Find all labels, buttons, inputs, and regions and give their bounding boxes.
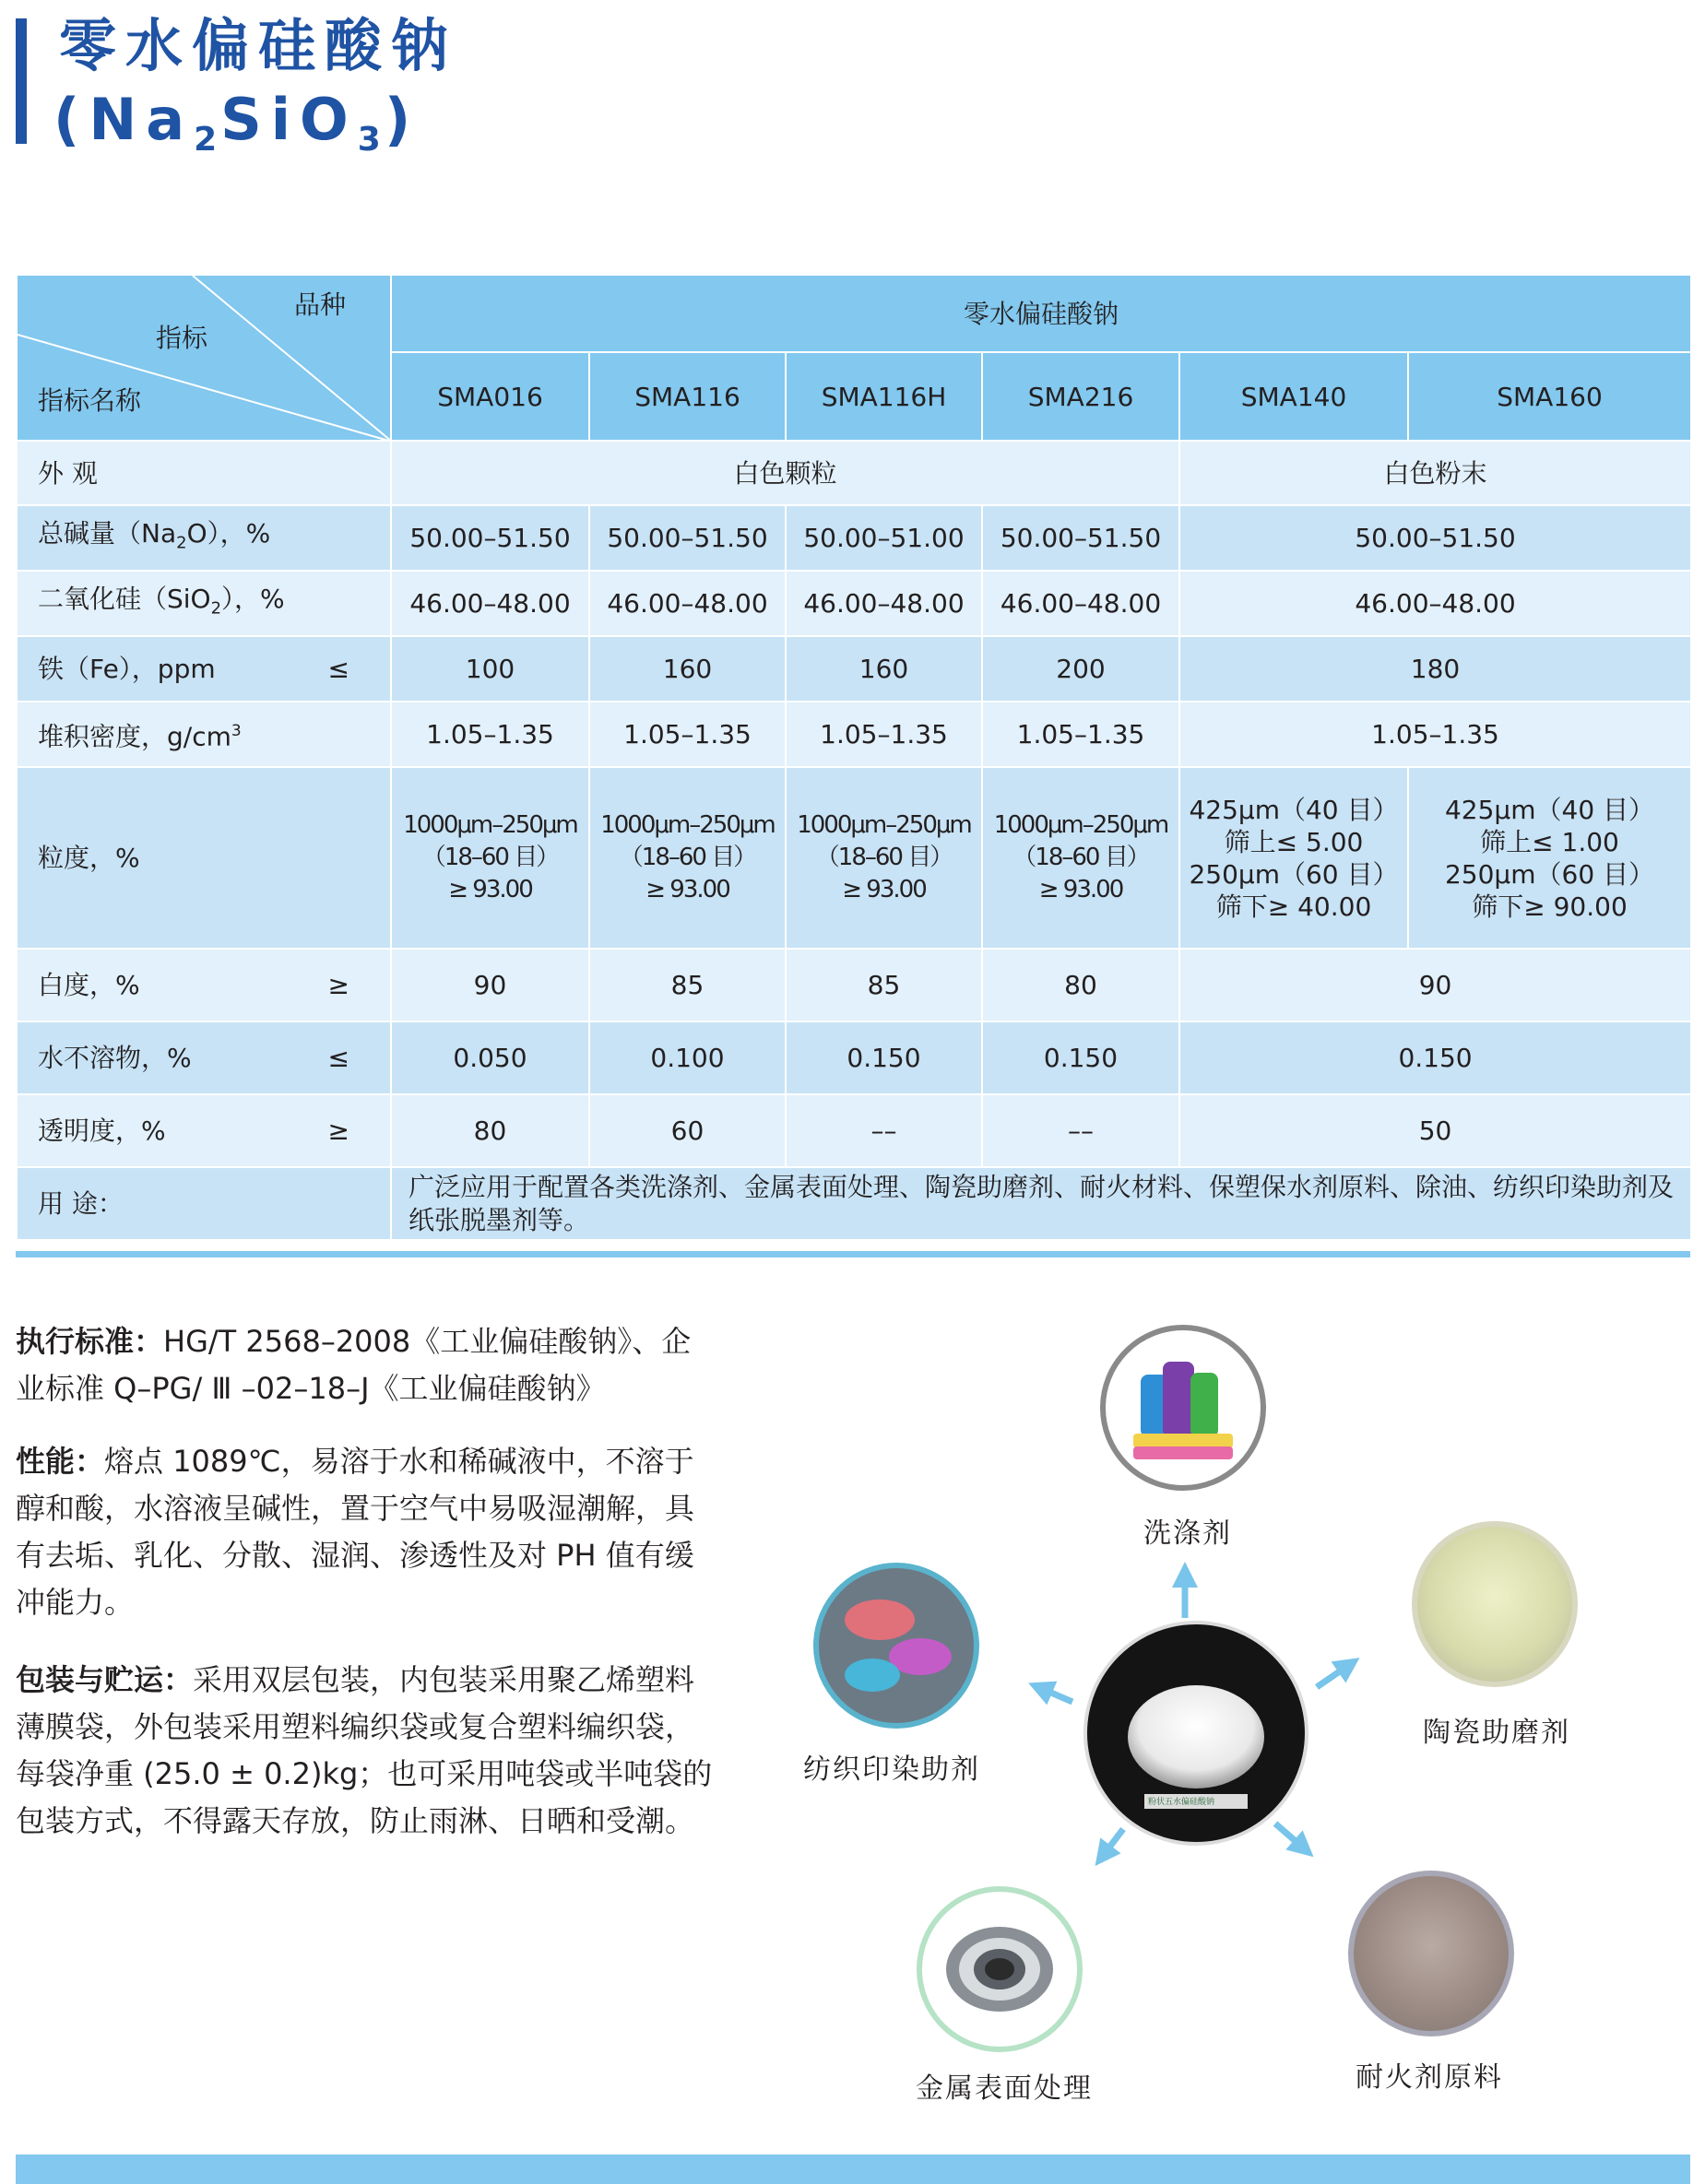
- model-sma140: SMA140: [1179, 352, 1408, 441]
- arrow-to-ceramic: [1317, 1665, 1349, 1687]
- metal-bearing-image: [917, 1886, 1083, 2052]
- value-appearance-granule: 白色颗粒: [391, 441, 1179, 505]
- table-cell: 0.100: [589, 1021, 786, 1094]
- table-cell: 425μm（40 目） 筛上≤ 1.00 250μm（60 目） 筛下≥ 90.00: [1408, 767, 1691, 949]
- corner-indicator-name-label: 指标名称: [38, 385, 142, 416]
- usage-text: 广泛应用于配置各类洗涤剂、金属表面处理、陶瓷助磨剂、耐火材料、保塑保水剂原料、除油、纺织印染助剂及纸张脱墨剂等。: [391, 1167, 1691, 1240]
- bearing-icon: [922, 1892, 1077, 2047]
- table-cell: 50.00–51.00: [786, 505, 982, 571]
- table-cell: 1000μm–250μm （18–60 目） ≥ 93.00: [982, 767, 1179, 949]
- packaging-heading: 包装与贮运：: [16, 1662, 194, 1697]
- title-accent-bar: [16, 18, 27, 144]
- row-usage: [17, 1167, 1691, 1240]
- detergent-image: [1100, 1325, 1266, 1491]
- product-header: 零水偏硅酸钠: [391, 275, 1691, 352]
- textile-dye-image: [813, 1563, 979, 1729]
- row-insoluble: [17, 1021, 1691, 1094]
- table-cell: ––: [982, 1094, 1179, 1167]
- table-cell: 0.150: [786, 1021, 982, 1094]
- property-text: 熔点 1089℃，易溶于水和稀碱液中，不溶于醇和酸，水溶液呈碱性，置于空气中易吸湿潮解，具有去垢、乳化、分散、湿润、渗透性及对 PH 值有缓冲能力。: [16, 1444, 695, 1620]
- table-cell: 1000μm–250μm （18–60 目） ≥ 93.00: [589, 767, 786, 949]
- table-cell: 46.00–48.00: [589, 571, 786, 636]
- table-cell: 80: [391, 1094, 589, 1167]
- label-silica: 二氧化硅（SiO$_2$），%: [17, 571, 391, 636]
- label-ceramic: 陶瓷助磨剂: [1423, 1717, 1570, 1749]
- paint-cans-icon: [819, 1568, 974, 1723]
- table-cell: 85: [589, 949, 786, 1021]
- label-usage: 用 途：: [17, 1167, 391, 1240]
- table-cell: 1.05–1.35: [391, 702, 589, 767]
- table-cell: 1000μm–250μm （18–60 目） ≥ 93.00: [391, 767, 589, 949]
- refractory-powder-image: [1348, 1871, 1514, 2036]
- table-cell: 160: [589, 636, 786, 702]
- row-iron: [17, 636, 1691, 702]
- table-cell: 0.150: [982, 1021, 1179, 1094]
- table-cell: 1000μm–250μm （18–60 目） ≥ 93.00: [786, 767, 982, 949]
- corner-variety-label: 品种: [294, 289, 347, 320]
- row-silica: [17, 571, 1691, 636]
- table-cell: 1.05–1.35: [589, 702, 786, 767]
- table-cell: 1.05–1.35: [786, 702, 982, 767]
- table-cell: 180: [1179, 636, 1691, 702]
- standard-text: HG/T 2568–2008《工业偏硅酸钠》、企业标准 Q–PG/ Ⅲ –02–18–J《工业偏硅酸钠》: [16, 1324, 692, 1406]
- label-total-alkali: 总碱量$(Na_2O)$，%: [17, 505, 391, 571]
- table-cell: 0.050: [391, 1021, 589, 1094]
- table-cell: 50.00–51.50: [589, 505, 786, 571]
- table-cell: 100: [391, 636, 589, 702]
- table-cell: 46.00–48.00: [391, 571, 589, 636]
- detergent-bottles-icon: [1106, 1330, 1261, 1485]
- label-particle-size: 粒度，%: [17, 767, 391, 949]
- table-cell: 50.00–51.50: [391, 505, 589, 571]
- standard-section: [16, 1318, 716, 1412]
- table-cell: 90: [1179, 949, 1691, 1021]
- table-cell: 50.00–51.50: [982, 505, 1179, 571]
- label-appearance: 外 观: [17, 441, 391, 505]
- row-particle-size: [17, 767, 1691, 949]
- table-cell: 90: [391, 949, 589, 1021]
- row-total-alkali: [17, 505, 1691, 571]
- label-whiteness: 白度，% ≥: [17, 949, 391, 1021]
- model-sma016: SMA016: [391, 352, 589, 441]
- model-sma116: SMA116: [589, 352, 786, 441]
- label-textile: 纺织印染助剂: [803, 1753, 980, 1786]
- label-refractory: 耐火剂原料: [1356, 2061, 1503, 2094]
- table-cell: 1.05–1.35: [982, 702, 1179, 767]
- table-cell: 85: [786, 949, 982, 1021]
- table-cell: 50.00–51.50: [1179, 505, 1691, 571]
- table-cell: 46.00–48.00: [982, 571, 1179, 636]
- corner-indicator-label: 指标: [156, 323, 208, 353]
- standard-heading: 执行标准：: [16, 1324, 164, 1359]
- arrow-to-textile: [1040, 1688, 1072, 1702]
- chemical-formula: $(Na_2SiO_3)$: [53, 86, 420, 159]
- ceramic-powder-image: [1412, 1521, 1578, 1687]
- table-cell: ––: [786, 1094, 982, 1167]
- table-cell: 46.00–48.00: [1179, 571, 1691, 636]
- table-cell: 160: [786, 636, 982, 702]
- table-corner-header: [17, 275, 391, 441]
- label-insoluble: 水不溶物，% ≤: [17, 1021, 391, 1094]
- table-cell: 46.00–48.00: [786, 571, 982, 636]
- property-section: [16, 1438, 716, 1626]
- label-metal: 金属表面处理: [916, 2072, 1093, 2105]
- row-whiteness: [17, 949, 1691, 1021]
- label-bulk-density: 堆积密度，$g/cm^3$: [17, 702, 391, 767]
- powder-pile-icon: [1087, 1624, 1305, 1842]
- label-transparency: 透明度，% ≥: [17, 1094, 391, 1167]
- table-bottom-rule: [16, 1251, 1690, 1257]
- model-sma160: SMA160: [1408, 352, 1691, 441]
- model-sma216: SMA216: [982, 352, 1179, 441]
- table-cell: 200: [982, 636, 1179, 702]
- row-appearance: [17, 441, 1691, 505]
- table-cell: 1.05–1.35: [1179, 702, 1691, 767]
- product-tag-label: 粉状五水偏硅酸钠: [1148, 1798, 1215, 1807]
- row-transparency: [17, 1094, 1691, 1167]
- spec-table: [16, 274, 1690, 1241]
- product-powder-image: [1083, 1621, 1308, 1846]
- value-appearance-powder: 白色粉末: [1179, 441, 1691, 505]
- label-iron: 铁（Fe），ppm ≤: [17, 636, 391, 702]
- table-cell: 0.150: [1179, 1021, 1691, 1094]
- table-cell: 60: [589, 1094, 786, 1167]
- page-title: 零水偏硅酸钠: [59, 12, 458, 79]
- model-sma116h: SMA116H: [786, 352, 982, 441]
- property-heading: 性能：: [16, 1444, 105, 1479]
- table-cell: 425μm（40 目） 筛上≤ 5.00 250μm（60 目） 筛下≥ 40.00: [1179, 767, 1408, 949]
- row-bulk-density: [17, 702, 1691, 767]
- table-cell: 50: [1179, 1094, 1691, 1167]
- page-bottom-strip: [16, 2154, 1690, 2184]
- packaging-text: 采用双层包装，内包装采用聚乙烯塑料薄膜袋，外包装采用塑料编织袋或复合塑料编织袋，每袋净重 (25.0 ± 0.2)kg；也可采用吨袋或半吨袋的包装方式，不得露天存放，防止雨淋、日晒和受潮。: [16, 1662, 713, 1838]
- table-cell: 80: [982, 949, 1179, 1021]
- packaging-section: [16, 1657, 716, 1845]
- label-detergent: 洗涤剂: [1143, 1517, 1232, 1550]
